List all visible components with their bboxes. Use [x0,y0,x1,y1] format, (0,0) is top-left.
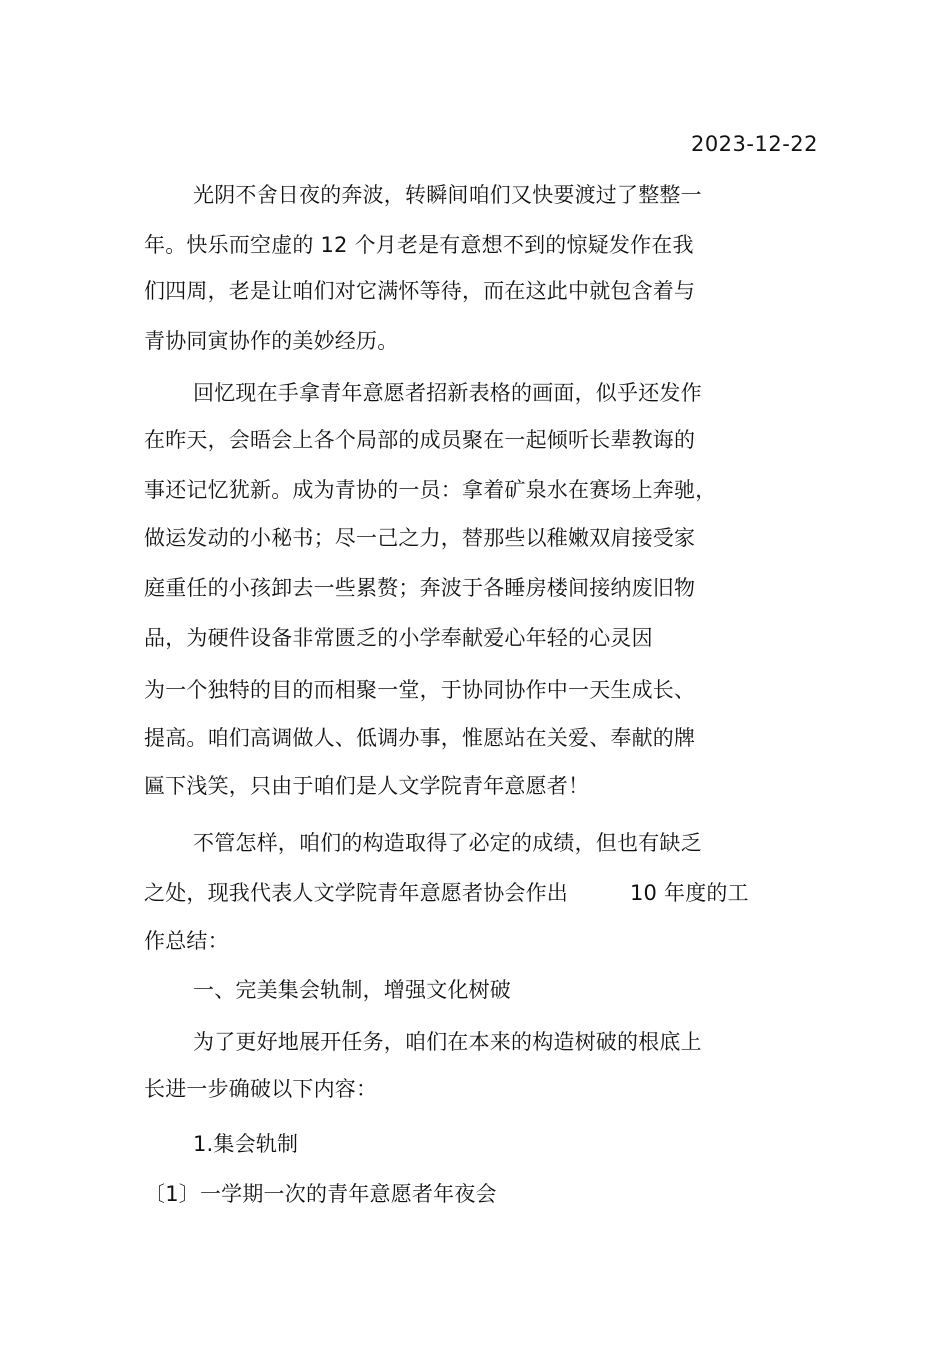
paragraph-3-line-2 [144,879,749,907]
paragraph-2-line-9: 匾下浅笑，只由于咱们是人文学院青年意愿者！ [144,774,590,798]
paragraph-1-line-1: 光阴不舍日夜的奔波，转瞬间咱们又快要渡过了整整一 [193,183,702,207]
paragraph-2-line-1: 回忆现在手拿青年意愿者招新表格的画面，似乎还发作 [193,381,702,405]
paragraph-2-line-7: 为一个独特的目的而相聚一堂，于协同协作中一天生成长、 [144,678,696,702]
list-item-1: 〔1〕一学期一次的青年意愿者年夜会 [144,1182,497,1206]
paragraph-4-line-2: 长进一步确破以下内容： [144,1077,378,1101]
paragraph-2-line-3: 事还记忆犹新。成为青协的一员：拿着矿泉水在赛场上奔驰， [144,478,717,502]
paragraph-2-line-4: 做运发动的小秘书；尽一己之力，替那些以稚嫩双肩接受家 [144,526,696,550]
paragraph-1-line-3: 们四周，老是让咱们对它满怀等待，而在这此中就包含着与 [144,279,696,303]
paragraph-2-line-8: 提高。咱们高调做人、低调办事，惟愿站在关爱、奉献的牌 [144,726,696,750]
paragraph-2-line-2: 在昨天，会晤会上各个局部的成员聚在一起倾听长辈教诲的 [144,428,696,452]
paragraph-1-line-2: 年。快乐而空虚的 12 个月老是有意想不到的惊疑发作在我 [144,233,694,257]
paragraph-3-line-2-text: 之处，现我代表人文学院青年意愿者协会作出 [144,881,568,905]
subsection-heading-1: 1.集会轨制 [193,1132,299,1156]
paragraph-2-line-5: 庭重任的小孩卸去一些累赘；奔波于各睡房楼间接纳废旧物 [144,576,696,600]
section-heading-1: 一、完美集会轨制，增强文化树破 [193,978,511,1002]
paragraph-1-line-4: 青协同寅协作的美妙经历。 [144,329,399,353]
paragraph-2-line-6: 品，为硬件设备非常匮乏的小学奉献爱心年轻的心灵因 [144,626,653,650]
paragraph-3-line-3: 作总结： [144,929,229,953]
paragraph-3-line-2-year: 10 年度的工 [630,881,749,905]
document-date: 2023-12-22 [690,132,818,156]
paragraph-4-line-1: 为了更好地展开任务，咱们在本来的构造树破的根底上 [193,1030,702,1054]
paragraph-3-line-1: 不管怎样，咱们的构造取得了必定的成绩，但也有缺乏 [193,831,702,855]
